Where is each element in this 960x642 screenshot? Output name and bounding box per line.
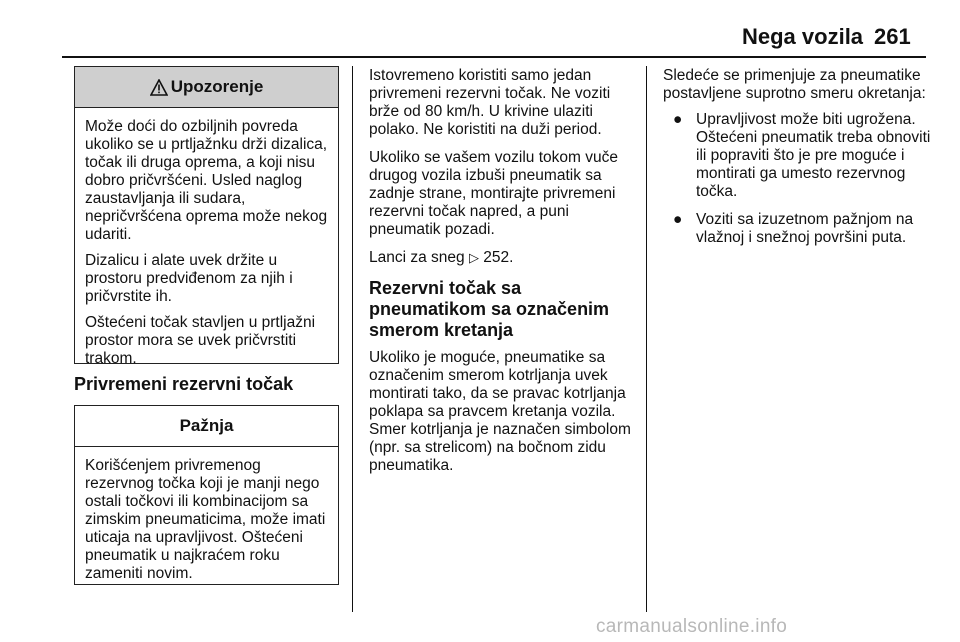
warning-box: [74, 66, 339, 367]
col3-intro: Sledeće se primenjuje za pneumatike postavljene suprotno smeru okretanja:: [663, 67, 926, 102]
header-title: Nega vozila: [742, 24, 864, 49]
col2-paragraph: Ukoliko se vašem vozilu tokom vuče drugog vozila izbuši pneumatik sa zadnje strane, montirajte privremeni rezervni točak napred, a puni pneumatik pozadi.: [369, 149, 618, 238]
caution-box: [74, 405, 339, 585]
watermark: carmanualsonline.info: [596, 616, 788, 637]
bullet-text: Voziti sa izuzetnom pažnjom na vlažnoj i snežnoj površini puta.: [696, 211, 914, 246]
column-2: [369, 67, 637, 485]
column-divider-2: [646, 66, 647, 612]
snow-chains-page: 252.: [483, 249, 514, 266]
bullet-icon: ●: [673, 211, 683, 228]
page-reference-arrow-icon: ▷: [468, 251, 479, 266]
snow-chains-reference: [369, 249, 637, 268]
list-item: [663, 211, 933, 247]
col3-bullet-list: [663, 111, 933, 247]
warning-box-header: [75, 67, 338, 108]
caution-box-title: Pažnja: [179, 416, 234, 435]
caution-paragraph: Korišćenjem privremenog rezervnog točka koji je manji nego ostali točkovi ili kombinacijom sa zimskim pneumaticima, može imati uticaja na upravljivost. Oštećeni pneumatik u najkraćem roku zameniti novim.: [85, 457, 326, 582]
page-number: 261: [874, 24, 911, 49]
column-divider-1: [352, 66, 353, 612]
bullet-text: Upravljivost može biti ugrožena. Oštećeni pneumatik treba obnoviti ili popraviti što je pre moguće i montirati ga umesto rezervnog točka.: [696, 111, 931, 200]
caution-box-body: [75, 447, 338, 583]
warning-paragraph: Oštećeni točak stavljen u prtljažni prostor mora se uvek pričvrstiti trakom.: [85, 314, 316, 367]
snow-chains-text: Lanci za sneg: [369, 249, 465, 266]
warning-box-title: Upozorenje: [170, 77, 264, 96]
header-rule: [62, 56, 926, 58]
warning-paragraph: Dizalicu i alate uvek držite u prostoru predviđenom za njih i pričvrstite ih.: [85, 252, 293, 305]
bullet-icon: ●: [673, 111, 683, 128]
warning-paragraph: Može doći do ozbiljnih povreda ukoliko se u prtljažnku drži dizalica, točak ili druga oprema, a koji nisu dobro pričvršćeni. Usled naglog zaustavljanja ili sudara, nepričvršćena oprema može nekog udariti.: [85, 118, 328, 243]
column-3: [663, 67, 933, 257]
col2-section2-paragraph: Ukoliko je moguće, pneumatike sa označenim smerom kotrljanja uvek montirati tako, da se pravac kotrljanja poklapa sa pravcem kretanja vozila. Smer kotrljanja je naznačen simbolom (npr. sa strelicom) na bočnom zidu pneumatika.: [369, 349, 631, 474]
section-title-directional-tyre: Rezervni točak sa pneumatikom sa označenim smerom kretanja: [369, 278, 610, 340]
warning-triangle-icon: [150, 79, 168, 96]
col2-paragraph: Istovremeno koristiti samo jedan privremeni rezervni točak. Ne voziti brže od 80 km/h. U krivine ulaziti polako. Ne koristiti na duži period.: [369, 67, 611, 138]
list-item: [663, 111, 933, 201]
caution-box-header: [75, 406, 338, 447]
warning-box-body: [75, 108, 338, 368]
section-title-temporary-spare: Privremeni rezervni točak: [74, 374, 294, 394]
